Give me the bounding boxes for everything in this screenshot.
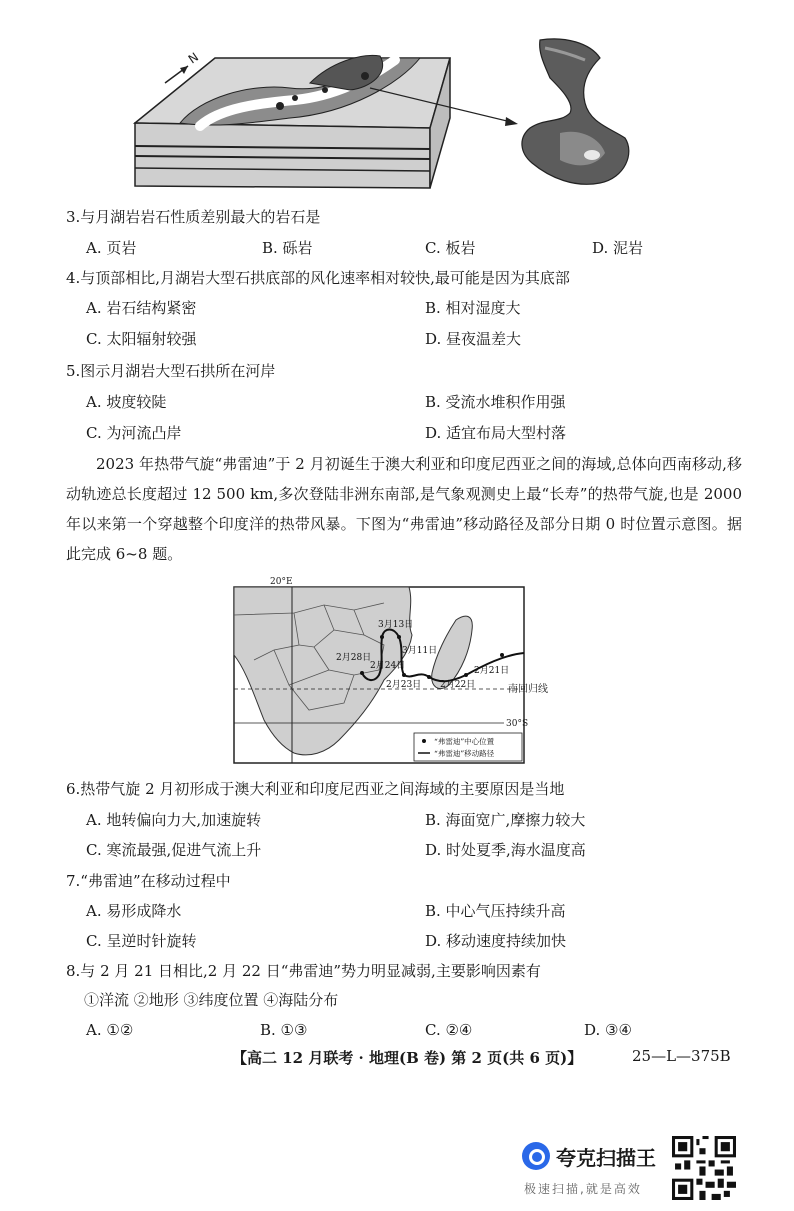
question-4-option-a: A. 岩石结构紧密	[86, 299, 197, 317]
question-3-option-d: D. 泥岩	[592, 239, 644, 257]
brand-slogan: 极速扫描,就是高效	[524, 1182, 642, 1196]
question-7-option-b: B. 中心气压持续升高	[425, 902, 566, 920]
qr-code-icon	[672, 1136, 736, 1200]
legend-path-label: “弗雷迪”移动路径	[434, 749, 495, 758]
question-5-option-b: B. 受流水堆积作用强	[425, 393, 566, 411]
question-6-option-c: C. 寒流最强,促进气流上升	[86, 841, 262, 859]
question-4-option-c: C. 太阳辐射较强	[86, 330, 197, 348]
question-5-option-d: D. 适宜布局大型村落	[425, 424, 567, 442]
question-7-option-a: A. 易形成降水	[86, 902, 182, 920]
lat-label: 30°S	[506, 719, 529, 729]
reading-passage	[66, 449, 742, 569]
question-4-option-d: D. 昼夜温差大	[425, 330, 522, 348]
question-7-stem: 7.“弗雷迪”在移动过程中	[66, 872, 231, 890]
question-8-option-c: C. ②④	[425, 1021, 473, 1039]
date-label-feb23: 2月23日	[386, 680, 422, 690]
question-7-option-d: D. 移动速度持续加快	[425, 932, 567, 950]
date-label-feb21: 2月21日	[474, 666, 510, 676]
brand-name: 夸克扫描王	[556, 1146, 656, 1170]
block-diagram	[135, 55, 450, 188]
question-3-option-b: B. 砾岩	[262, 239, 313, 257]
question-8-option-b: B. ①③	[260, 1021, 308, 1039]
question-7-option-c: C. 呈逆时针旋转	[86, 932, 197, 950]
question-4-stem: 4.与顶部相比,月湖岩大型石拱底部的风化速率相对较快,最可能是因为其底部	[66, 269, 570, 287]
footer-title: 【高二 12 月联考 · 地理(B 卷) 第 2 页(共 6 页)】	[232, 1049, 583, 1067]
cyclone-track-map	[234, 575, 548, 765]
question-5-option-c: C. 为河流凸岸	[86, 424, 182, 442]
question-5-stem: 5.图示月湖岩大型石拱所在河岸	[66, 362, 276, 380]
question-6-stem: 6.热带气旋 2 月初形成于澳大利亚和印度尼西亚之间海域的主要原因是当地	[66, 780, 565, 798]
question-5-option-a: A. 坡度较陡	[86, 393, 167, 411]
date-label-feb24: 2月24日	[370, 661, 406, 671]
scanner-logo-icon	[522, 1142, 550, 1170]
question-3-option-c: C. 板岩	[425, 239, 476, 257]
question-8-option-d: D. ③④	[584, 1021, 632, 1039]
question-8-stem: 8.与 2 月 21 日相比,2 月 22 日“弗雷迪”势力明显减弱,主要影响因素有	[66, 962, 541, 980]
map-legend	[414, 733, 522, 761]
legend-point-icon	[422, 739, 426, 743]
question-8-option-a: A. ①②	[86, 1021, 134, 1039]
question-8-factors: ①洋流 ②地形 ③纬度位置 ④海陆分布	[84, 991, 339, 1009]
date-label-mar11: 3月11日	[402, 646, 438, 656]
question-4-option-b: B. 相对湿度大	[425, 299, 521, 317]
date-label-mar13: 3月13日	[378, 620, 414, 630]
scanner-brand	[522, 1138, 672, 1198]
question-6-option-a: A. 地转偏向力大,加速旋转	[86, 811, 262, 829]
rock-arch-figure	[120, 28, 680, 198]
north-label: N	[185, 49, 202, 67]
question-3-stem: 3.与月湖岩岩石性质差别最大的岩石是	[66, 208, 321, 226]
date-label-feb22: 2月22日	[440, 680, 476, 690]
question-6-option-b: B. 海面宽广,摩擦力较大	[425, 811, 586, 829]
question-6-option-d: D. 时处夏季,海水温度高	[425, 841, 586, 859]
tropic-label: 南回归线	[508, 684, 548, 695]
arch-closeup	[522, 39, 629, 184]
footer-code: 25—L—375B	[632, 1047, 731, 1065]
lon-label: 20°E	[270, 577, 293, 587]
legend-center-label: “弗雷迪”中心位置	[434, 737, 495, 746]
passage-text: 2023 年热带气旋“弗雷迪”于 2 月初诞生于澳大利亚和印度尼西亚之间的海域,总体向西南移动,移动轨迹总长度超过 12 500 km,多次登陆非洲东南部,是气象观测史上最“长寿”的热带气旋,也是 2000 年以来第一个穿越整个印度洋的热带风暴。下图为“弗雷迪”移动路径及部分日期 0 时位置示意图。据此完成 6~8 题。	[66, 455, 742, 563]
date-label-feb28: 2月28日	[336, 653, 372, 663]
question-3-option-a: A. 页岩	[86, 239, 137, 257]
